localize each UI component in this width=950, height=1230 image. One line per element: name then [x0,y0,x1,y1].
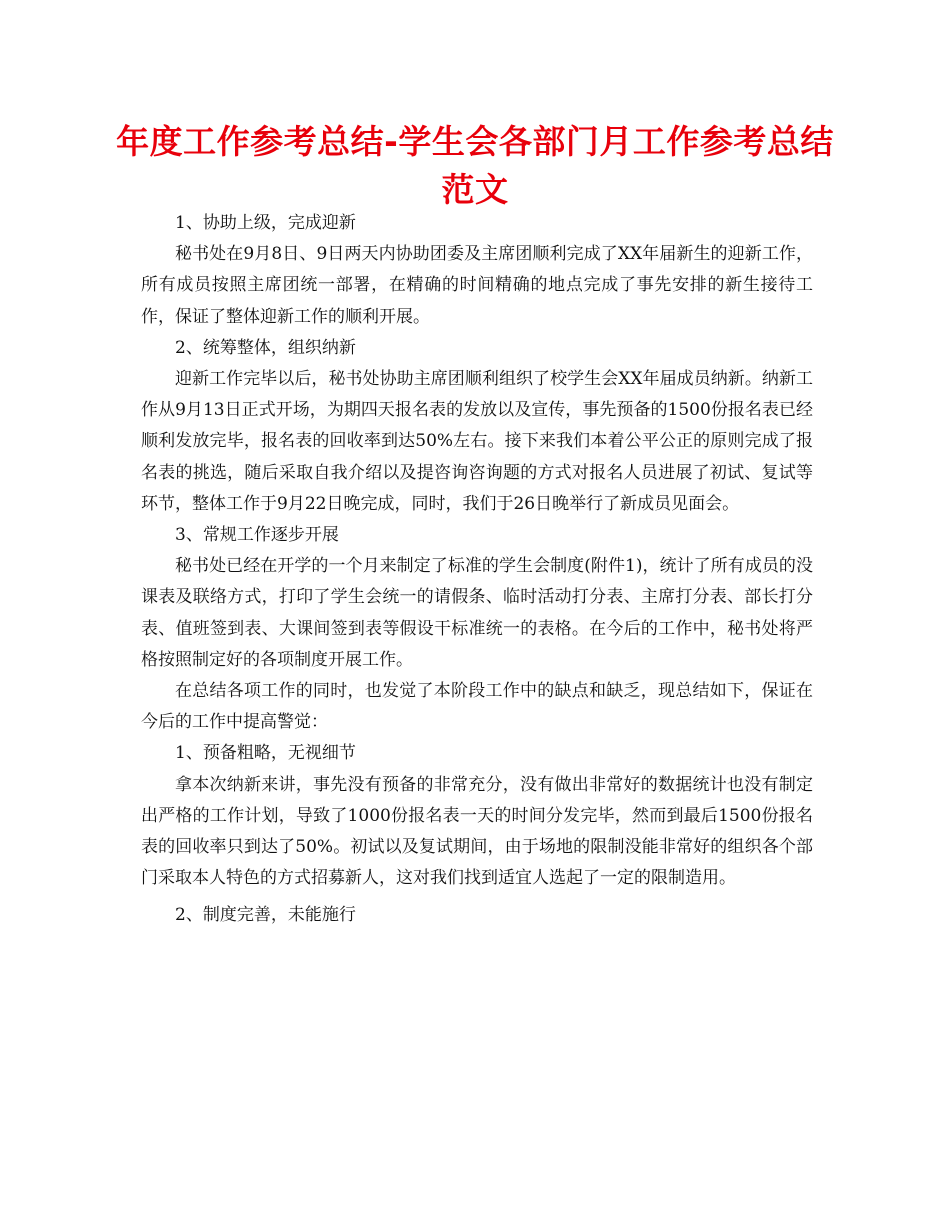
section-heading-3: 3、常规工作逐步开展 [175,525,339,546]
paragraph: 秘书处在9月8日、9日两天内协助团委及主席团顺利完成了XX年届新生的迎新工作，所有成员按照主席团统一部署，在精确的时间精确的地点完成了事先安排的新生接待工作，保证了整体迎新工作的顺利开展。 [141,244,813,327]
paragraph: 拿本次纳新来讲，事先没有预备的非常充分，没有做出非常好的数据统计也没有制定出严格的工作计划，导致了1000份报名表一天的时间分发完毕，然而到最后1500份报名表的回收率只到达了50%。初试以及复试期间，由于场地的限制没能非常好的组织各个部门采取本人特色的方式招募新人，这对我们找到适宜人选起了一定的限制造用。 [141,774,813,889]
section-heading-5: 2、制度完善，未能施行 [175,905,356,926]
section-heading-4: 1、预备粗略，无视细节 [175,743,356,764]
paragraph: 秘书处已经在开学的一个月来制定了标准的学生会制度(附件1)，统计了所有成员的没课表及联络方式，打印了学生会统一的请假条、临时活动打分表、主席打分表、部长打分表、值班签到表、大课间签到表等假设干标准统一的表格。在今后的工作中，秘书处将严格按照制定好的各项制度开展工作。 [141,556,813,670]
paragraph: 迎新工作完毕以后，秘书处协助主席团顺利组织了校学生会XX年届成员纳新。纳新工作从9月13日正式开场，为期四天报名表的发放以及宣传，事先预备的1500份报名表已经顺利发放完毕，报名表的回收率到达50%左右。接下来我们本着公平公正的原则完成了报名表的挑选，随后采取自我介绍以及提咨询咨询题的方式对报名人员进展了初试、复试等环节，整体工作于9月22日晚完成，同时，我们于26日晚举行了新成员见面会。 [141,369,813,514]
document-title: 年度工作参考总结-学生会各部门月工作参考总结范文 [116,122,834,209]
document-body [141,208,813,932]
section-heading-2: 2、统筹整体，组织纳新 [175,337,356,358]
paragraph: 在总结各项工作的同时，也发觉了本阶段工作中的缺点和缺乏，现总结如下，保证在今后的工作中提高警觉： [141,681,813,733]
section-heading-1: 1、协助上级，完成迎新 [175,213,356,233]
